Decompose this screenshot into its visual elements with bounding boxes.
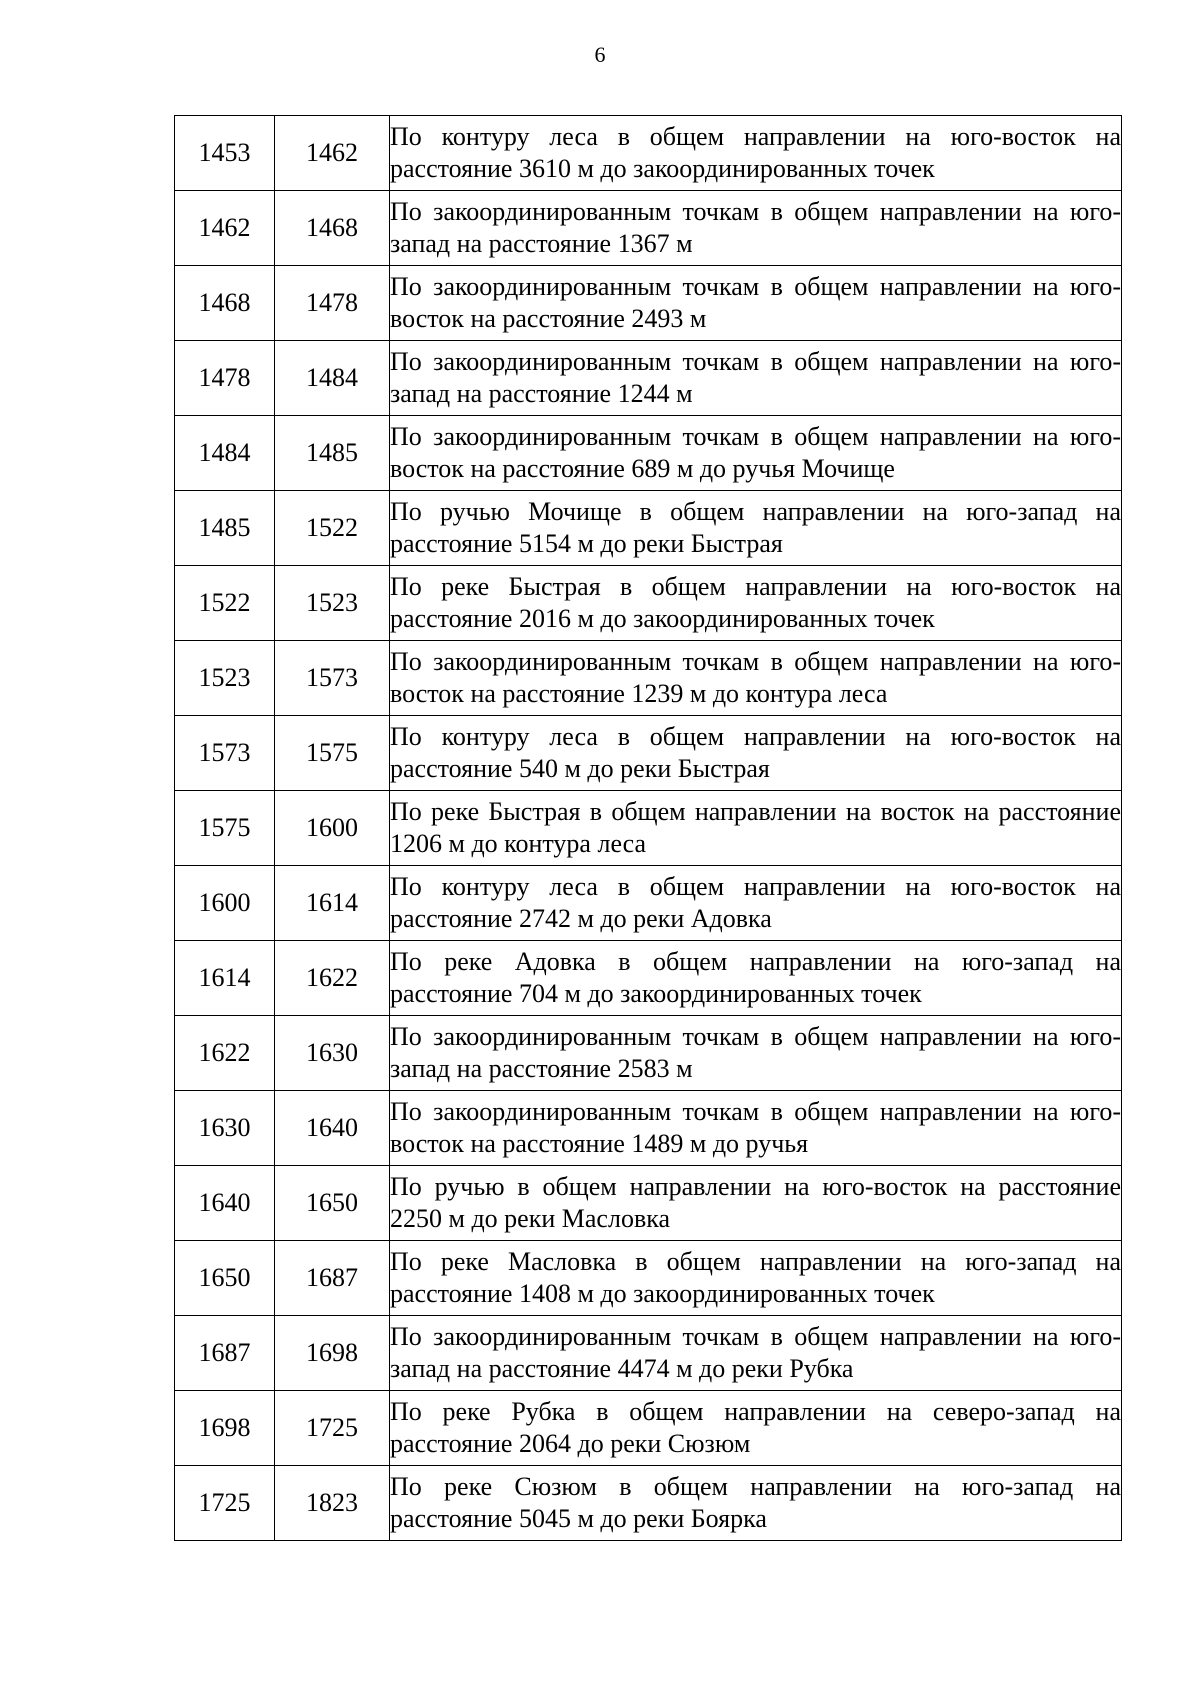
table-row [175, 716, 1122, 791]
boundary-description-cell: По реке Масловка в общем направлении на юго-запад на расстояние 1408 м до закоординированных точек [390, 1241, 1122, 1316]
table-body [175, 116, 1122, 1541]
point-from-cell: 1575 [175, 791, 275, 866]
point-from-cell: 1522 [175, 566, 275, 641]
boundary-description-cell: По ручью Мочище в общем направлении на юго-запад на расстояние 5154 м до реки Быстрая [390, 491, 1122, 566]
point-from-cell: 1484 [175, 416, 275, 491]
point-from-cell: 1485 [175, 491, 275, 566]
point-from-cell: 1462 [175, 191, 275, 266]
table-row [175, 266, 1122, 341]
point-from-cell: 1687 [175, 1316, 275, 1391]
point-to-cell: 1484 [275, 341, 390, 416]
point-to-cell: 1698 [275, 1316, 390, 1391]
point-to-cell: 1522 [275, 491, 390, 566]
point-from-cell: 1650 [175, 1241, 275, 1316]
point-from-cell: 1573 [175, 716, 275, 791]
table-row [175, 1016, 1122, 1091]
table-row [175, 791, 1122, 866]
boundary-description-cell: По закоординированным точкам в общем направлении на юго-запад на расстояние 1367 м [390, 191, 1122, 266]
table-row [175, 116, 1122, 191]
boundary-description-cell: По реке Сюзюм в общем направлении на юго-запад на расстояние 5045 м до реки Боярка [390, 1466, 1122, 1541]
boundary-description-cell: По закоординированным точкам в общем направлении на юго-восток на расстояние 2493 м [390, 266, 1122, 341]
table-row [175, 641, 1122, 716]
point-to-cell: 1468 [275, 191, 390, 266]
boundary-description-cell: По контуру леса в общем направлении на юго-восток на расстояние 3610 м до закоординированных точек [390, 116, 1122, 191]
boundary-table [174, 115, 1122, 1541]
table-row [175, 1316, 1122, 1391]
table-row [175, 1091, 1122, 1166]
boundary-description-cell: По закоординированным точкам в общем направлении на юго-восток на расстояние 1489 м до ручья [390, 1091, 1122, 1166]
boundary-description-cell: По контуру леса в общем направлении на юго-восток на расстояние 2742 м до реки Адовка [390, 866, 1122, 941]
point-from-cell: 1614 [175, 941, 275, 1016]
point-to-cell: 1687 [275, 1241, 390, 1316]
point-to-cell: 1725 [275, 1391, 390, 1466]
boundary-description-cell: По закоординированным точкам в общем направлении на юго-запад на расстояние 4474 м до реки Рубка [390, 1316, 1122, 1391]
point-to-cell: 1823 [275, 1466, 390, 1541]
table-row [175, 566, 1122, 641]
point-to-cell: 1462 [275, 116, 390, 191]
point-to-cell: 1573 [275, 641, 390, 716]
table-row [175, 1166, 1122, 1241]
point-to-cell: 1485 [275, 416, 390, 491]
point-from-cell: 1453 [175, 116, 275, 191]
table-row [175, 416, 1122, 491]
boundary-description-cell: По реке Адовка в общем направлении на юго-запад на расстояние 704 м до закоординированных точек [390, 941, 1122, 1016]
point-from-cell: 1698 [175, 1391, 275, 1466]
table-row [175, 1241, 1122, 1316]
boundary-description-cell: По закоординированным точкам в общем направлении на юго-запад на расстояние 2583 м [390, 1016, 1122, 1091]
point-from-cell: 1725 [175, 1466, 275, 1541]
table-row [175, 491, 1122, 566]
boundary-description-cell: По реке Быстрая в общем направлении на юго-восток на расстояние 2016 м до закоординированных точек [390, 566, 1122, 641]
table-row [175, 1466, 1122, 1541]
point-from-cell: 1523 [175, 641, 275, 716]
point-from-cell: 1630 [175, 1091, 275, 1166]
table-row [175, 191, 1122, 266]
point-from-cell: 1478 [175, 341, 275, 416]
point-from-cell: 1640 [175, 1166, 275, 1241]
boundary-description-cell: По контуру леса в общем направлении на юго-восток на расстояние 540 м до реки Быстрая [390, 716, 1122, 791]
boundary-description-cell: По ручью в общем направлении на юго-восток на расстояние 2250 м до реки Масловка [390, 1166, 1122, 1241]
point-to-cell: 1622 [275, 941, 390, 1016]
table-row [175, 1391, 1122, 1466]
point-to-cell: 1478 [275, 266, 390, 341]
point-to-cell: 1650 [275, 1166, 390, 1241]
boundary-description-cell: По закоординированным точкам в общем направлении на юго-восток на расстояние 1239 м до контура леса [390, 641, 1122, 716]
point-to-cell: 1614 [275, 866, 390, 941]
point-to-cell: 1600 [275, 791, 390, 866]
boundary-description-cell: По закоординированным точкам в общем направлении на юго-запад на расстояние 1244 м [390, 341, 1122, 416]
boundary-description-cell: По реке Быстрая в общем направлении на восток на расстояние 1206 м до контура леса [390, 791, 1122, 866]
table-row [175, 866, 1122, 941]
point-from-cell: 1468 [175, 266, 275, 341]
point-from-cell: 1622 [175, 1016, 275, 1091]
point-from-cell: 1600 [175, 866, 275, 941]
point-to-cell: 1523 [275, 566, 390, 641]
point-to-cell: 1640 [275, 1091, 390, 1166]
table-row [175, 941, 1122, 1016]
boundary-description-cell: По закоординированным точкам в общем направлении на юго-восток на расстояние 689 м до ручья Мочище [390, 416, 1122, 491]
point-to-cell: 1630 [275, 1016, 390, 1091]
boundary-description-cell: По реке Рубка в общем направлении на северо-запад на расстояние 2064 до реки Сюзюм [390, 1391, 1122, 1466]
table-row [175, 341, 1122, 416]
point-to-cell: 1575 [275, 716, 390, 791]
page-number: 6 [594, 42, 606, 67]
